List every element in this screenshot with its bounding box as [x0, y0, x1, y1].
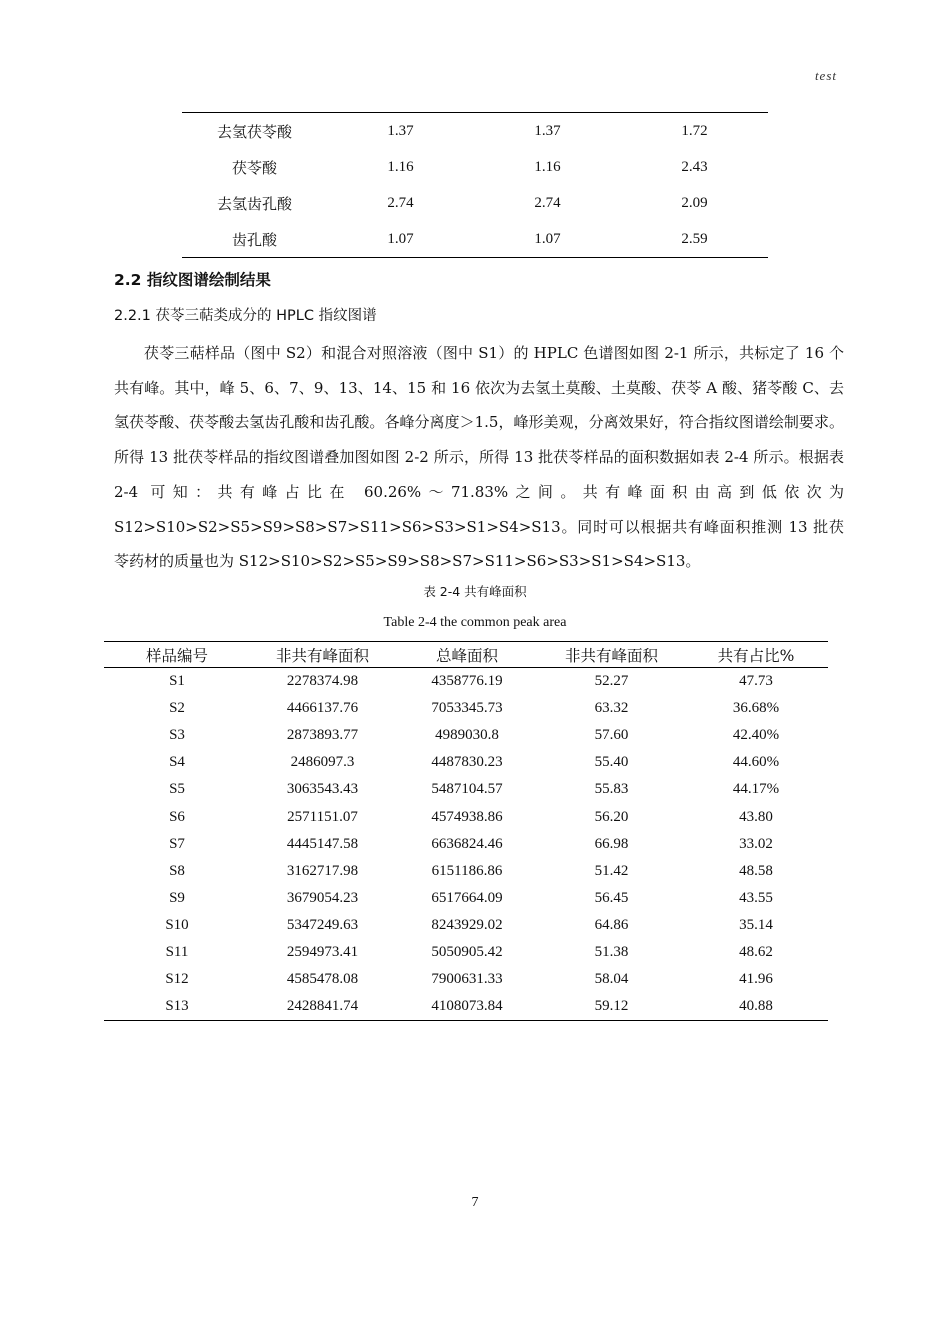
column-header: 非共有峰面积 [250, 642, 395, 668]
top-table-value: 2.09 [681, 194, 708, 211]
sample-id-cell: S10 [165, 916, 189, 933]
top-table-value: 1.07 [387, 230, 414, 247]
top-table-compound: 茯苓酸 [231, 158, 277, 177]
table-cell: 66.98 [594, 835, 629, 852]
table-row [104, 912, 828, 939]
table-cell: 51.38 [594, 943, 629, 960]
table-row [104, 803, 828, 830]
table-cell: 55.40 [594, 754, 629, 771]
paragraph-text: 茯苓三萜样品（图中 S2）和混合对照溶液（图中 S1）的 HPLC 色谱图如图 2-1 所示，共标定了 16 个共有峰。其中，峰 5、6、7、9、13、14、15 和 16 依次为去氢土莫酸、土莫酸、茯苓 A 酸、猪苓酸 C、去氢茯苓酸、茯苓酸去氢齿孔酸和齿孔酸。各峰分离度＞1.5，峰形美观，分离效果好，符合指纹图谱绘制要求。所得 13 批茯苓样品的指纹图谱叠加图如图 2-2 所示，所得 13 批茯苓样品的面积数据如表 2-4 所示。根据表 2-4 可知：共有峰占比在 60.26%～71.83%之间。共有峰面积由高到低依次为 S12>S10>S2>S5>S9>S8>S7>S11>S6>S3>S1>S4>S13。同时可以根据共有峰面积推测 13 批茯苓药材的质量也为 S12>S10>S2>S5>S9>S8>S7>S11>S6>S3>S1>S4>S13。 [114, 344, 844, 571]
table-cell: 4574938.86 [431, 808, 503, 825]
sample-id-cell: S11 [165, 943, 189, 960]
top-table-row [182, 149, 768, 185]
body-paragraph [114, 336, 844, 579]
table-row [104, 831, 828, 858]
sample-id-cell: S12 [165, 971, 189, 988]
top-table-value: 1.16 [387, 158, 414, 175]
top-table-value: 2.74 [387, 194, 414, 211]
table-cell: 43.80 [739, 808, 773, 825]
page-number: 7 [471, 1195, 479, 1210]
table-cell: 47.73 [739, 673, 773, 690]
table-cell: 44.60% [732, 754, 780, 771]
table-cell: 55.83 [594, 781, 629, 798]
top-table-value: 2.43 [681, 158, 708, 175]
table-cell: 8243929.02 [431, 916, 503, 933]
table-cell: 43.55 [739, 889, 773, 906]
table-cell: 56.45 [594, 889, 629, 906]
top-table-compound: 齿孔酸 [231, 230, 277, 249]
table-cell: 2571151.07 [287, 808, 358, 825]
table-cell: 2594973.41 [286, 943, 359, 960]
sample-id-cell: S1 [169, 673, 185, 690]
section-heading: 2.2 指纹图谱绘制结果 [114, 271, 271, 289]
table-row [104, 722, 828, 749]
table-cell: 2873893.77 [286, 727, 359, 744]
column-header: 总峰面积 [395, 642, 539, 668]
top-table-value: 2.59 [681, 230, 708, 247]
table-cell: 3679054.23 [286, 889, 359, 906]
table-cell: 48.58 [739, 862, 773, 879]
table-cell: 4466137.76 [286, 700, 359, 717]
table-cell: 44.17% [732, 781, 780, 798]
table-cell: 2428841.74 [286, 998, 359, 1015]
table-cell: 48.62 [739, 943, 773, 960]
table-cell: 7053345.73 [431, 700, 503, 717]
top-table [182, 112, 768, 258]
table-row [104, 858, 828, 885]
table-cell: 6517664.09 [431, 889, 503, 906]
header-tag: test [814, 68, 837, 83]
table-cell: 36.68% [732, 700, 780, 717]
top-table-value: 1.16 [534, 158, 561, 175]
table-cell: 4989030.8 [435, 727, 499, 744]
table-cell: 3063543.43 [286, 781, 359, 798]
top-table-row [182, 221, 768, 258]
table-cell: 5347249.63 [286, 916, 359, 933]
table-cell: 58.04 [594, 971, 629, 988]
table-cell: 4487830.23 [431, 754, 503, 771]
table-cell: 42.40% [732, 727, 780, 744]
table-row [104, 939, 828, 966]
top-table-row [182, 113, 768, 150]
table-cell: 3162717.98 [286, 862, 359, 879]
table-row [104, 993, 828, 1021]
common-peak-table [104, 641, 828, 1021]
column-header: 共有占比% [684, 642, 828, 668]
table-cell: 59.12 [594, 998, 629, 1015]
table-cell: 5487104.57 [431, 781, 503, 798]
top-table-value: 1.72 [681, 122, 708, 139]
top-table-value: 2.74 [534, 194, 561, 211]
table-cell: 51.42 [594, 862, 629, 879]
sample-id-cell: S3 [169, 727, 185, 744]
table-cell: 4445147.58 [286, 835, 359, 852]
table-cell: 64.86 [594, 916, 629, 933]
table-cell: 6636824.46 [431, 835, 503, 852]
table-cell: 33.02 [739, 835, 773, 852]
table-cell: 6151186.86 [431, 862, 503, 879]
table-cell: 56.20 [594, 808, 629, 825]
table-cell: 2486097.3 [290, 754, 355, 771]
table-cell: 7900631.33 [431, 971, 503, 988]
table-cell: 4358776.19 [431, 673, 503, 690]
top-table-value: 1.07 [534, 230, 561, 247]
sample-id-cell: S13 [165, 998, 189, 1015]
top-table-row [182, 185, 768, 221]
sample-id-cell: S9 [169, 889, 185, 906]
sample-id-cell: S5 [169, 781, 185, 798]
top-table-value: 1.37 [387, 122, 414, 139]
table-cell: 4108073.84 [431, 998, 503, 1015]
sample-id-cell: S2 [169, 700, 185, 717]
table-cell: 52.27 [594, 673, 629, 690]
table-cell: 5050905.42 [431, 943, 503, 960]
column-header: 非共有峰面积 [539, 642, 684, 668]
top-table-compound: 去氢齿孔酸 [216, 194, 292, 213]
table-cell: 57.60 [594, 727, 629, 744]
table-cell: 40.88 [739, 998, 773, 1015]
table-row [104, 885, 828, 912]
table-caption-cn: 表 2-4 共有峰面积 [423, 584, 527, 599]
sample-id-cell: S8 [169, 862, 185, 879]
table-row [104, 668, 828, 696]
sample-id-cell: S4 [169, 754, 185, 771]
sample-id-cell: S6 [169, 808, 185, 825]
table-row [104, 966, 828, 993]
table-row [104, 695, 828, 722]
section-subheading: 2.2.1 茯苓三萜类成分的 HPLC 指纹图谱 [114, 308, 377, 324]
top-table-value: 1.37 [534, 122, 561, 139]
table-cell: 63.32 [594, 700, 629, 717]
table-caption-en: Table 2-4 the common peak area [383, 615, 567, 630]
table-cell: 4585478.08 [286, 971, 359, 988]
table-row [104, 776, 828, 803]
column-header: 样品编号 [104, 642, 250, 668]
table-row [104, 749, 828, 776]
table-cell: 2278374.98 [286, 673, 359, 690]
top-table-compound: 去氢茯苓酸 [216, 122, 292, 141]
sample-id-cell: S7 [169, 835, 185, 852]
table-cell: 41.96 [739, 971, 773, 988]
table-cell: 35.14 [739, 916, 773, 933]
